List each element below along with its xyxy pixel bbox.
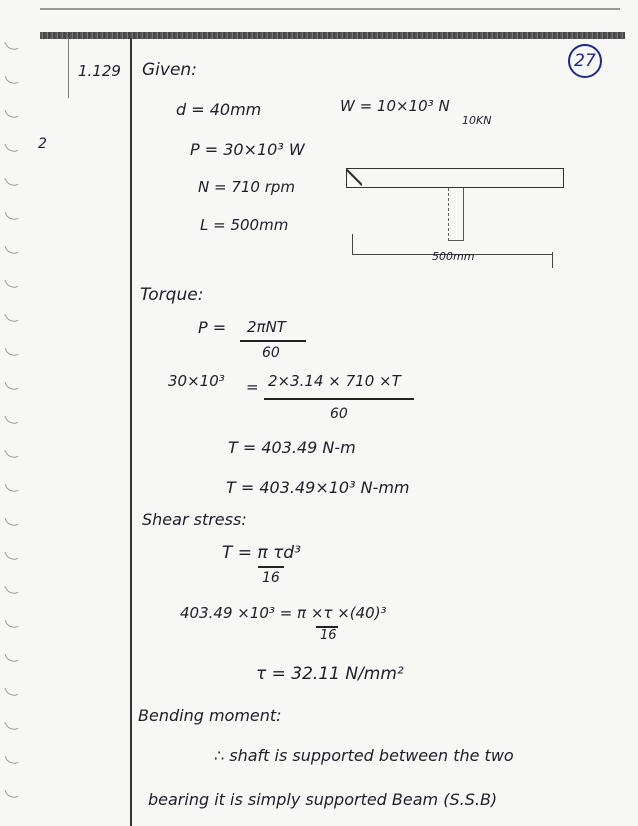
binding-hole xyxy=(4,310,18,324)
bending-text-line2: bearing it is simply supported Beam (S.S.B) xyxy=(148,790,498,809)
torque-subst-numerator: 2×3.14 × 710 ×T xyxy=(268,372,401,390)
beam-sketch xyxy=(346,168,564,188)
shear-formula: T = π τd³ xyxy=(222,543,301,563)
given-load: W = 10×10³ N xyxy=(340,97,450,115)
diagram-span-label: 500mm xyxy=(432,250,475,263)
dimension-tick-right xyxy=(552,252,553,268)
margin-line xyxy=(130,38,132,826)
problem-number: 1.129 xyxy=(78,62,121,80)
top-rule xyxy=(40,8,620,10)
shear-substitution: 403.49 ×10³ = π ×τ ×(40)³ xyxy=(180,604,387,622)
binding-hole xyxy=(4,548,18,562)
page-number-badge: 27 xyxy=(568,44,602,78)
binding-hole xyxy=(4,72,18,86)
binding-hole xyxy=(4,276,18,290)
binding-hole xyxy=(4,140,18,154)
binding-hole xyxy=(4,752,18,766)
torque-heading: Torque: xyxy=(140,285,204,305)
top-binding-band xyxy=(40,32,625,39)
torque-result-nm: T = 403.49 N-m xyxy=(228,438,356,457)
torque-subst-lhs: 30×10³ xyxy=(168,372,225,390)
binding-holes xyxy=(0,0,30,826)
torque-subst-denominator: 60 xyxy=(330,406,348,422)
binding-hole xyxy=(4,650,18,664)
shear-result: τ = 32.11 N/mm² xyxy=(256,664,404,684)
given-diameter: d = 40mm xyxy=(176,100,262,119)
torque-result-nmm: T = 403.49×10³ N-mm xyxy=(226,478,410,497)
dimension-tick-left xyxy=(352,234,353,254)
torque-formula-denominator: 60 xyxy=(262,345,280,361)
binding-hole xyxy=(4,412,18,426)
beam-support-mark xyxy=(346,168,362,186)
shear-heading: Shear stress: xyxy=(142,510,247,529)
binding-hole xyxy=(4,208,18,222)
binding-hole xyxy=(4,242,18,256)
fraction-bar xyxy=(264,398,414,400)
binding-hole xyxy=(4,446,18,460)
fraction-bar xyxy=(240,340,306,342)
binding-hole xyxy=(4,344,18,358)
diagram-load-label: 10KN xyxy=(462,114,492,127)
torque-subst-equals: = xyxy=(246,378,259,396)
binding-hole xyxy=(4,378,18,392)
torque-formula-lhs: P = xyxy=(198,318,227,337)
binding-hole xyxy=(4,684,18,698)
binding-hole xyxy=(4,480,18,494)
bending-text-line1: ∴ shaft is supported between the two xyxy=(214,746,514,765)
given-heading: Given: xyxy=(142,60,197,80)
margin-note: 2 xyxy=(38,136,47,152)
bending-heading: Bending moment: xyxy=(138,706,282,725)
binding-hole xyxy=(4,616,18,630)
binding-hole xyxy=(4,582,18,596)
given-speed: N = 710 rpm xyxy=(198,178,296,196)
given-power: P = 30×10³ W xyxy=(190,140,305,159)
secondary-margin-line xyxy=(68,38,69,98)
shear-formula-denominator: 16 xyxy=(262,570,280,586)
load-stem-sketch xyxy=(448,188,464,241)
binding-hole xyxy=(4,514,18,528)
shear-substitution-denominator: 16 xyxy=(320,628,337,643)
binding-hole xyxy=(4,174,18,188)
fraction-bar xyxy=(258,566,284,568)
binding-hole xyxy=(4,38,18,52)
binding-hole xyxy=(4,106,18,120)
binding-hole xyxy=(4,786,18,800)
torque-formula-numerator: 2πNT xyxy=(247,318,286,336)
binding-hole xyxy=(4,718,18,732)
given-length: L = 500mm xyxy=(200,216,289,234)
